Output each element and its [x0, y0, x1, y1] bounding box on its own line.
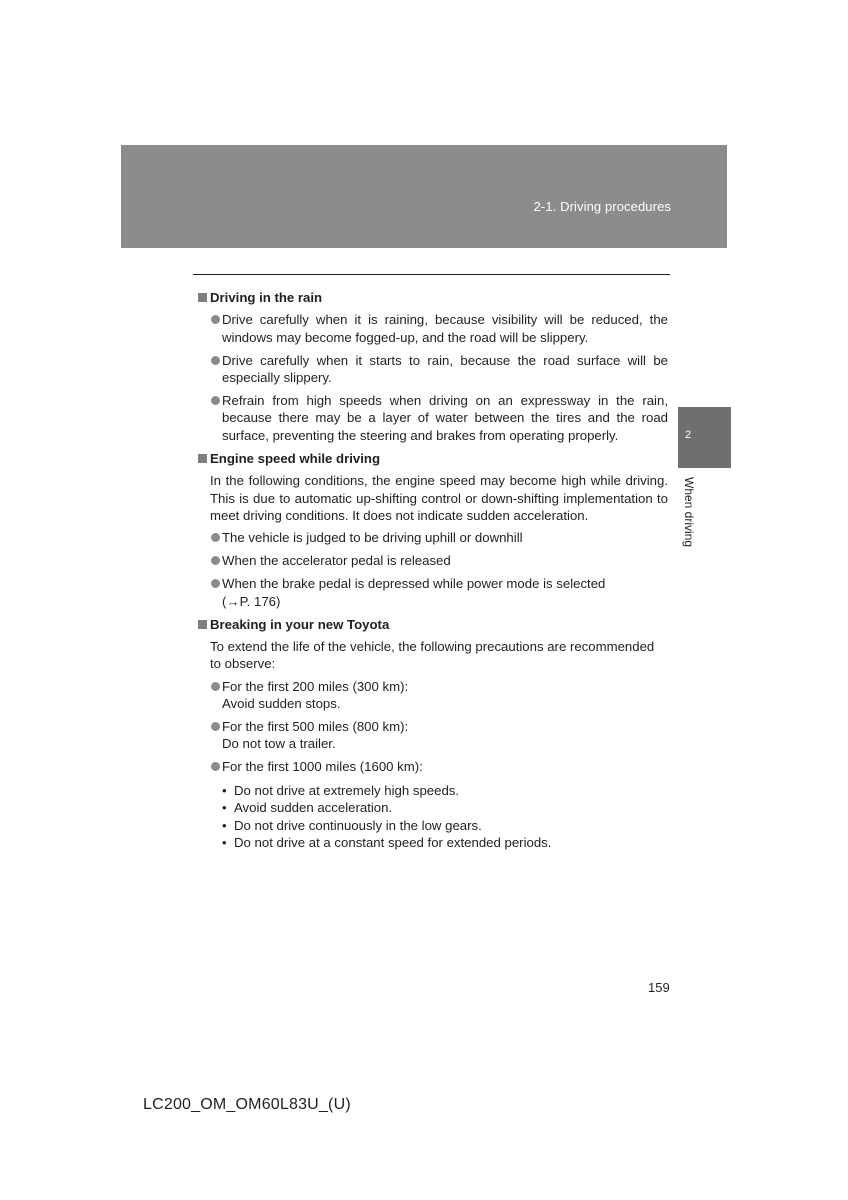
- document-code: LC200_OM_OM60L83U_(U): [143, 1096, 351, 1113]
- chapter-tab: [678, 407, 731, 468]
- circle-bullet-icon: [211, 682, 220, 691]
- square-bullet-icon: [198, 454, 207, 463]
- circle-bullet-icon: [211, 579, 220, 588]
- chapter-title: When driving: [682, 477, 696, 548]
- section-heading: Driving in the rain: [198, 289, 668, 306]
- dot-marker-icon: •: [222, 800, 227, 816]
- sub-list: [198, 782, 668, 852]
- square-bullet-icon: [198, 620, 207, 629]
- sub-list-item: • Do not drive at extremely high speeds.: [222, 782, 460, 798]
- section-title: 2-1. Driving procedures: [533, 199, 671, 214]
- list-item: Refrain from high speeds when driving on an expressway in the rain, because there may be a layer of water between the tires and the road surface, preventing the steering and brakes from operating properly.: [210, 392, 668, 444]
- list-item: For the first 200 miles (300 km): Avoid sudden stops.: [210, 678, 668, 713]
- sub-list-item: • Avoid sudden acceleration.: [222, 800, 393, 816]
- paragraph: To extend the life of the vehicle, the following precautions are recommended to observe:: [210, 638, 655, 672]
- page-reference-link[interactable]: (→P. 176): [222, 593, 281, 609]
- dot-marker-icon: •: [222, 834, 227, 850]
- top-rule: [193, 274, 670, 275]
- circle-bullet-icon: [211, 396, 220, 405]
- circle-bullet-icon: [211, 356, 220, 365]
- paragraph: In the following conditions, the engine speed may become high while driving. This is due to automatic up-shifting control or down-shifting implementation to meet driving conditions. It does not indicate sudden acceleration.: [210, 473, 668, 523]
- chapter-number: 2: [685, 429, 692, 441]
- page-number: 159: [648, 980, 670, 995]
- page-content: [198, 289, 668, 851]
- list-item: For the first 1000 miles (1600 km):: [210, 758, 668, 775]
- list-item: Drive carefully when it is raining, because visibility will be reduced, the windows may become fogged-up, and the road will be slippery.: [210, 311, 668, 346]
- list-item: When the brake pedal is depressed while power mode is selected (→P. 176): [210, 575, 668, 610]
- list-item: The vehicle is judged to be driving uphill or downhill: [210, 529, 668, 546]
- section-heading: Breaking in your new Toyota: [198, 616, 668, 633]
- circle-bullet-icon: [211, 315, 220, 324]
- dot-marker-icon: •: [222, 782, 227, 798]
- sub-list-item: • Do not drive at a constant speed for extended periods.: [222, 834, 552, 850]
- dot-marker-icon: •: [222, 817, 227, 833]
- circle-bullet-icon: [211, 762, 220, 771]
- circle-bullet-icon: [211, 533, 220, 542]
- list-item: For the first 500 miles (800 km): Do not tow a trailer.: [210, 718, 668, 753]
- sub-list-item: • Do not drive continuously in the low gears.: [222, 817, 482, 833]
- header-band: [121, 145, 727, 248]
- circle-bullet-icon: [211, 722, 220, 731]
- square-bullet-icon: [198, 293, 207, 302]
- list-item: When the accelerator pedal is released: [210, 552, 668, 569]
- circle-bullet-icon: [211, 556, 220, 565]
- list-item: Drive carefully when it starts to rain, because the road surface will be especially slippery.: [210, 352, 668, 387]
- section-heading: Engine speed while driving: [198, 450, 668, 467]
